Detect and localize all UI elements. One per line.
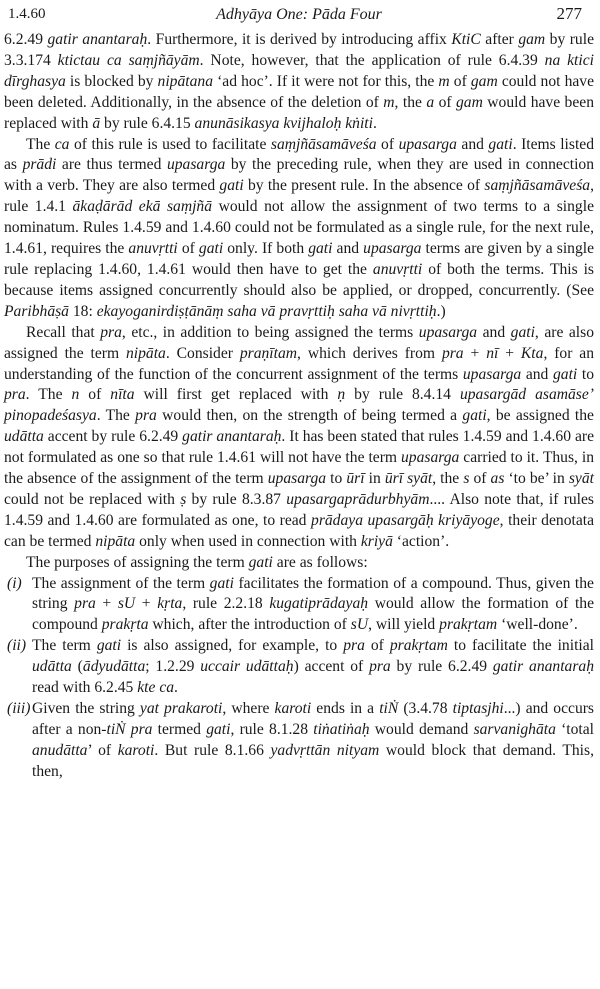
list-text: The assignment of the term gati facilitates the formation of a compound. Thus, given the string pra + sU + kṛta, rule 2.2.18 kugatiprādayaḥ would allow the formation of the compound prakṛta which, after the introduction of sU, will yield prakṛtam ‘well-done’. bbox=[32, 574, 594, 634]
list-number: (ii) bbox=[7, 637, 27, 655]
running-title: Adhyāya One: Pāda Four bbox=[216, 6, 382, 23]
paragraph: The purposes of assigning the term gati are as follows: bbox=[26, 553, 368, 571]
list-item bbox=[4, 699, 594, 783]
list-number: (iii) bbox=[7, 700, 31, 717]
list-item bbox=[4, 636, 594, 699]
page-number: 277 bbox=[556, 4, 582, 23]
paragraph: Recall that pra, etc., in addition to being assigned the terms upasarga and gati, are also assigned the term nipāta. Consider praṇītam, which derives from pra + nī + Kta, for an understanding of the function of the concurrent assignment of the terms upasarga and gati to pra. The n of nīta will first get replaced with ṇ by rule 8.4.14 upasargād asamāse’ pinopadeśasya. The pra would then, on the strength of being termed a gati, be assigned the udātta accent by rule 6.2.49 gatir anantaraḥ. It has been stated that rules 1.4.59 and 1.4.60 are not formulated as one so that rule 1.4.61 will not have the term upasarga carried to it. Thus, in the absence of the assignment of the term upasarga to ūrī in ūrī syāt, the s of as ‘to be’ in syāt could not be replaced with ṣ by rule 8.3.87 upasargaprādurbhyām.... Also note that, if rules 1.4.59 and 1.4.60 are formulated as one, to read prādaya upasargāḥ kriyāyoge, their denotata can be termed nipāta only when used in connection with kriyā ‘action’. bbox=[4, 323, 595, 550]
section-number: 1.4.60 bbox=[8, 6, 46, 22]
list-text: Given the string yat prakaroti, where karoti ends in a tiṄ (3.4.78 tiptasjhi...) and occurs after a non-tiṄ pra termed gati, rule 8.1.28 tiṅatiṅaḥ would demand sarvanighāta ‘total anudātta’ of karoti. But rule 8.1.66 yadvṛttān nityam would block that demand. This, then, bbox=[32, 700, 594, 780]
paragraph: 6.2.49 gatir anantaraḥ. Furthermore, it is derived by introducing affix KtiC after gam by rule 3.3.174 ktictau ca saṃjñāyām. Note, however, that the application of rule 6.4.39 na ktici dīrghasya is blocked by nipātana ‘ad hoc’. If it were not for this, the m of gam could not have been deleted. Additionally, in the absence of the deletion of m, the a of gam would have been replaced with ā by rule 6.4.15 anunāsikasya kvijhaloḥ kṅiti. bbox=[4, 31, 595, 132]
list-text: The term gati is also assigned, for example, to pra of prakṛtam to facilitate the initial udātta (ādyudātta; 1.2.29 uccair udāttaḥ) accent of pra by rule 6.2.49 gatir anantaraḥ read with 6.2.45 kte ca. bbox=[32, 637, 595, 697]
list-item bbox=[4, 574, 594, 637]
body-text bbox=[4, 30, 594, 783]
running-header bbox=[4, 0, 594, 30]
purposes-list bbox=[4, 574, 594, 783]
list-number: (i) bbox=[7, 574, 22, 592]
paragraph: The ca of this rule is used to facilitate saṃjñāsamāveśa of upasarga and gati. Items listed as prādi are thus termed upasarga by the preceding rule, when they are used in connection with a verb. They are also termed gati by the present rule. In the absence of saṃjñāsamāveśa, rule 1.4.1 ākaḍārād ekā saṃjñā would not allow the assignment of two terms to a single nominatum. Rules 1.4.59 and 1.4.60 could not be formulated as a single rule, for the next rule, 1.4.61, requires the anuvṛtti of gati only. If both gati and upasarga terms are given by a single rule replacing 1.4.60, 1.4.61 would then have to get the anuvṛtti of both the terms. This is because items assigned concurrently should also be applied, or dropped, concurrently. (See Paribhāṣā 18: ekayoganirdiṣṭānāṃ saha vā pravṛttiḥ saha vā nivṛttiḥ.) bbox=[4, 135, 595, 320]
